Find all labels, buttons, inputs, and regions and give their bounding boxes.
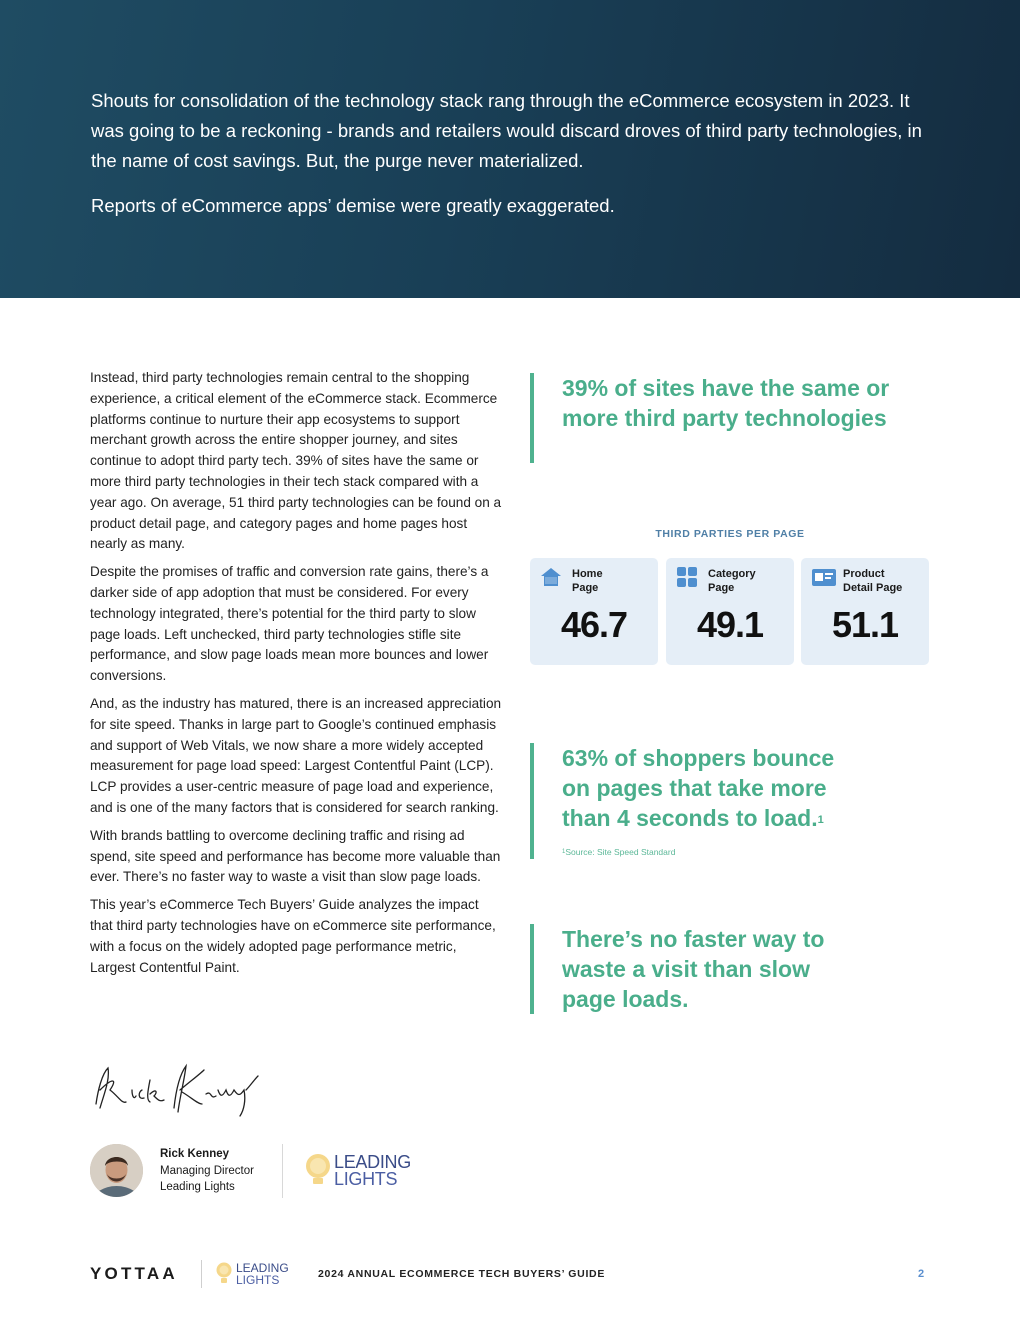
bulb-logo-icon	[216, 1261, 232, 1287]
author-title: Managing Director	[160, 1164, 254, 1177]
callout-bounce-stat	[530, 743, 862, 859]
divider	[282, 1144, 283, 1198]
yottaa-logo: YOTTAA	[90, 1264, 178, 1283]
page-number: 2	[918, 1268, 925, 1280]
divider	[201, 1260, 202, 1288]
stat-card-value: 49.1	[696, 604, 764, 645]
handwritten-signature	[88, 1060, 268, 1120]
body-text-column	[90, 368, 502, 985]
stat-card-label: Product Detail Page	[843, 568, 903, 594]
page-footer: YOTTAA LEADING LIGHTS 2024 ANNUAL ECOMMERCE TECH BUYERS’ GUIDE 2	[90, 1261, 925, 1287]
stat-card-label: Category Page	[708, 568, 756, 594]
author-company: Leading Lights	[160, 1181, 235, 1193]
hero-banner	[0, 0, 1020, 298]
home-icon	[540, 566, 562, 588]
callout-quote	[530, 924, 862, 1014]
body-paragraph-1: Instead, third party technologies remain central to the shopping experience, a critical element of the eCommerce stack. Ecommerce platforms continue to nurture their app ecosystems to support merchant growth across the entire shopper journey, and sites continue to adopt third party tech. 39% of sites have the same or more third party technologies in their tech stack compared with a year ago. On average, 51 third party technologies can be found on a product detail page, and category pages and home pages host nearly as many.	[90, 370, 502, 552]
stat-card-home	[530, 558, 658, 665]
hero-paragraph-1: Shouts for consolidation of the technology stack rang through the eCommerce ecosystem in 2023. It was going to be a reckoning - brands and retailers would discard droves of third party technologies, in the name of cost savings. But, the purge never materialized.	[91, 90, 922, 171]
callout-text: 39% of sites have the same or more third party technologies	[562, 375, 890, 431]
stats-title: THIRD PARTIES PER PAGE	[655, 528, 805, 540]
grid-icon	[676, 566, 698, 588]
product-page-icon	[811, 566, 837, 588]
stat-card-label: Home Page	[572, 568, 603, 594]
callout-text: There’s no faster way to waste a visit than slow page loads.	[562, 926, 825, 1012]
callout-text: 63% of shoppers bounce on pages that take more than 4 seconds to load.$^1$	[562, 745, 835, 831]
stat-card-category	[666, 558, 794, 665]
body-paragraph-3: And, as the industry has matured, there is an increased appreciation for site speed. Thanks in large part to Google’s continued emphasis and support of Web Vitals, we now share a more widely accepted measurement for page load speed: Largest Contentful Paint (LCP). LCP provides a user-centric measure of page load and experience, and is one of the many factors that is considered for search ranking.	[90, 695, 502, 815]
body-paragraph-5: This year’s eCommerce Tech Buyers’ Guide analyzes the impact that third party technologies have on eCommerce site performance, with a focus on the widely adopted page performance metric, Largest Contentful Paint.	[90, 897, 496, 975]
hero-paragraph-2: Reports of eCommerce apps’ demise were greatly exaggerated.	[91, 195, 615, 216]
stat-card-product-detail	[801, 558, 929, 665]
body-paragraph-4: With brands battling to overcome declining traffic and rising ad spend, site speed and performance has become more valuable than ever. There’s no faster way to waste a visit than slow page loads.	[90, 827, 501, 885]
avatar	[90, 1144, 143, 1197]
bulb-logo-icon	[304, 1152, 332, 1190]
callout-sites-stat	[530, 373, 892, 463]
callout-source: $^1$Source: Site Speed Standard	[562, 847, 676, 857]
author-info	[160, 1146, 254, 1196]
stat-card-value: 51.1	[831, 604, 899, 645]
author-name: Rick Kenney	[160, 1148, 230, 1160]
guide-title: 2024 ANNUAL ECOMMERCE TECH BUYERS’ GUIDE	[318, 1268, 606, 1280]
body-paragraph-2: Despite the promises of traffic and conversion rate gains, there’s a darker side of app adoption that must be considered. For every technology integrated, there’s potential for the third party to slow page loads. Left unchecked, third party technologies stifle site performance, and slow page loads mean more bounces and lower conversions.	[90, 564, 489, 684]
stat-card-value: 46.7	[560, 604, 628, 645]
